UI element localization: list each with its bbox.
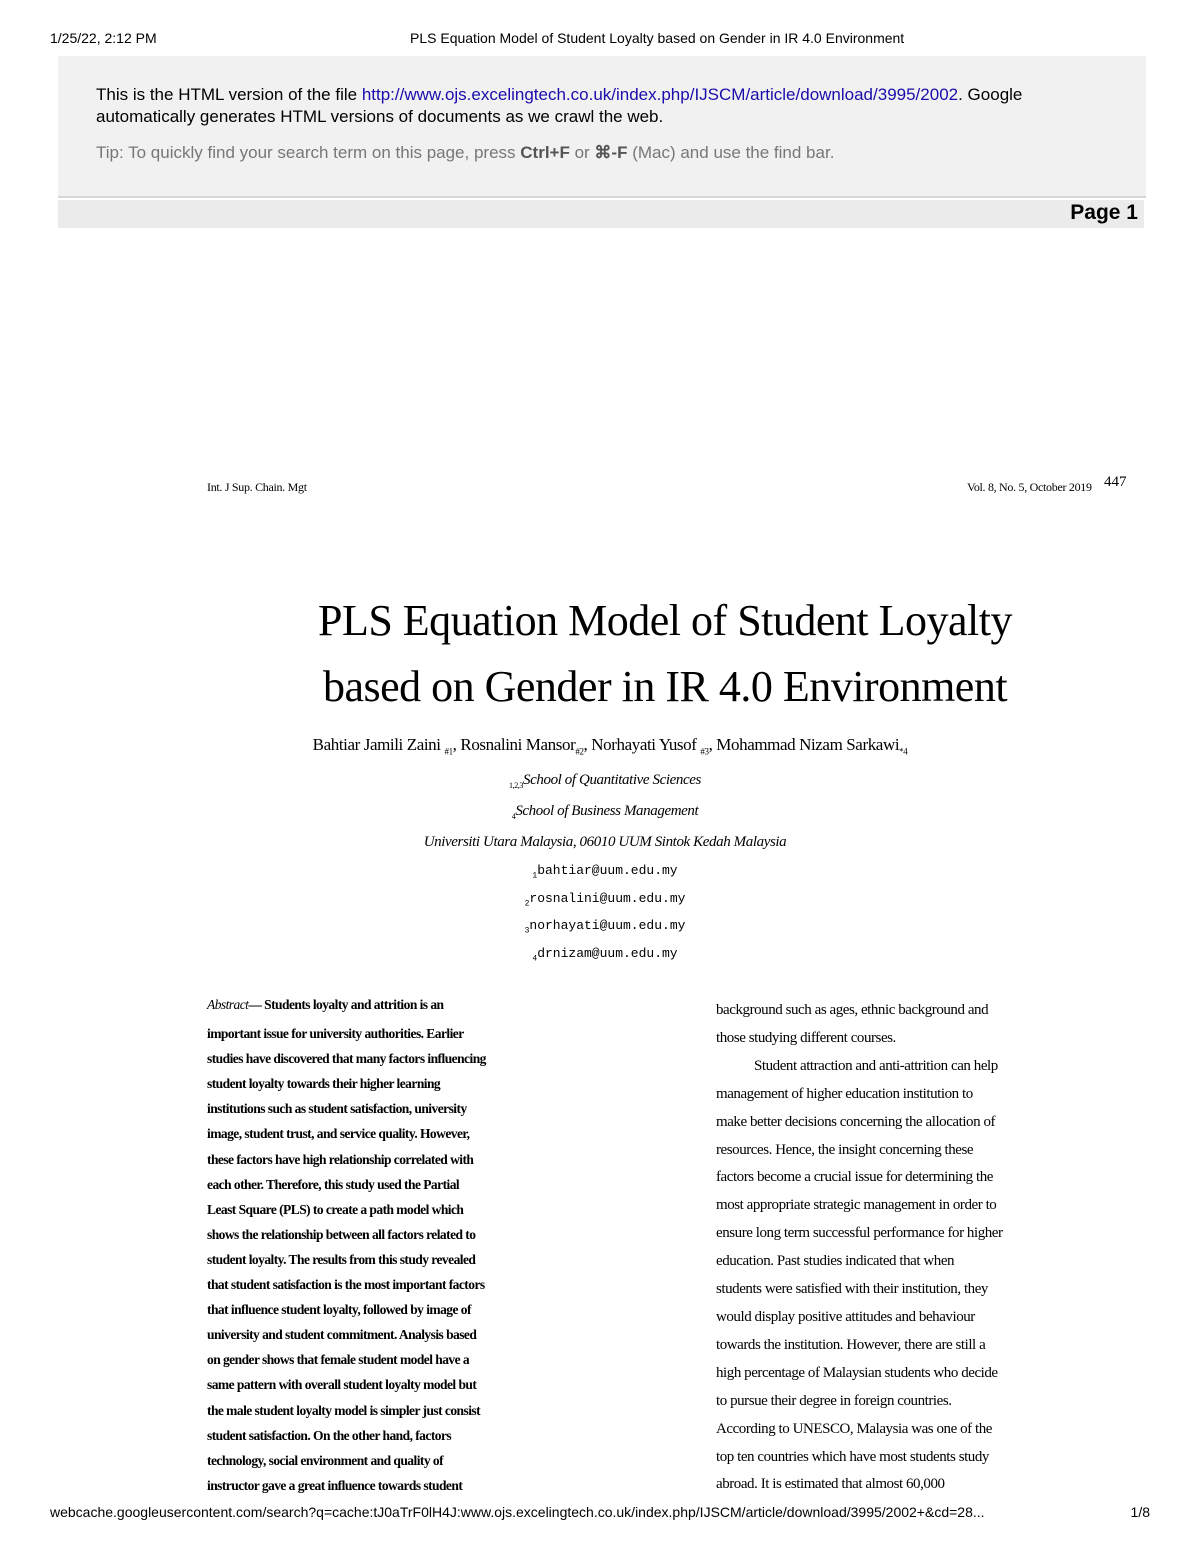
author-separator: , [452,735,461,754]
abstract-label: Abstract [207,997,249,1012]
body-line: students were satisfied with their institution, they [716,1281,988,1298]
abstract-line: Least Square (PLS) to create a path model which [207,1201,464,1217]
affiliation-line [300,803,910,821]
body-line: top ten countries which have most students study [716,1448,989,1465]
print-url: webcache.googleusercontent.com/search?q=cache:tJ0aTrF0lH4J:www.ojs.excelingtech.co.uk/index.php/IJSCM/article/download/3995/2002+&cd=28... [50,1504,985,1520]
abstract-line: each other. Therefore, this study used the Partial [207,1176,460,1192]
email-line [350,891,860,909]
body-line: management of higher education institution to [716,1085,973,1102]
author-mark: *4 [899,746,908,757]
author-separator: , [583,735,592,754]
body-line: make better decisions concerning the allocation of [716,1113,996,1130]
author-name: Norhayati Yusof [591,735,697,754]
email-address: rosnalini@uum.edu.my [529,891,686,906]
print-header [50,30,1150,50]
email-mark: 3 [524,926,530,936]
email-line [350,946,860,964]
author-mark: #2 [575,746,584,757]
email-address: drnizam@uum.edu.my [537,946,678,961]
paper-title [200,588,1130,720]
page-bar [58,200,1144,228]
abstract-text: Students loyalty and attrition is an [264,997,444,1012]
author-mark: #1 [444,746,453,757]
email-mark: 4 [532,954,538,964]
journal-page-number: 447 [1104,474,1127,490]
abstract-dash: — [248,997,265,1012]
abstract-line: the male student loyalty model is simpler just consist [207,1402,481,1418]
body-line: those studying different courses. [716,1029,896,1046]
affiliation-mark: 1,2,3 [509,781,524,790]
abstract-line: studies have discovered that many factors influencing [207,1051,486,1067]
abstract-line: shows the relationship between all factors related to [207,1226,476,1242]
affiliation-mark: 4 [511,812,516,821]
body-line: factors become a crucial issue for determining the [716,1169,993,1186]
cache-intro-text: This is the HTML version of the file [96,85,362,104]
tip-key-ctrl-f: Ctrl+F [520,143,570,162]
affiliation-line [300,772,910,790]
affiliation-text: Universiti Utara Malaysia, 06010 UUM Sintok Kedah Malaysia [423,834,787,850]
author-list [150,735,1070,756]
abstract-line: that student satisfaction is the most important factors [207,1277,485,1293]
abstract-line: on gender shows that female student model have a [207,1352,470,1368]
body-column [716,997,1076,1499]
abstract-line: image, student trust, and service quality. However, [207,1126,470,1142]
body-line: would display positive attitudes and behaviour [716,1308,975,1325]
tip-or: or [569,143,595,162]
source-file-link[interactable]: http://www.ojs.excelingtech.co.uk/index.php/IJSCM/article/download/3995/2002 [361,85,959,104]
author-mark: #3 [700,746,709,757]
author-separator: , [708,735,717,754]
email-address: bahtiar@uum.edu.my [537,863,678,878]
affiliation-text: School of Business Management [515,803,699,819]
body-line: resources. Hence, the insight concerning these [716,1141,974,1158]
running-head-journal: Int. J Sup. Chain. Mgt [207,480,307,494]
running-head-volume: Vol. 8, No. 5, October 2019 [967,480,1092,494]
paper-title-line-1: PLS Equation Model of Student Loyalty [317,596,1012,645]
body-line: towards the institution. However, there are still a [716,1336,986,1353]
print-datetime: 1/25/22, 2:12 PM [50,30,157,46]
print-page-title: PLS Equation Model of Student Loyalty based on Gender in IR 4.0 Environment [410,30,905,46]
tip-suffix: (Mac) and use the find bar. [627,143,835,162]
body-line: ensure long term successful performance for higher [716,1225,1003,1242]
email-line [350,918,860,936]
cache-banner-tip [96,142,834,164]
abstract-line: university and student commitment. Analysis based [207,1327,477,1343]
abstract-line: instructor gave a great influence towards student [207,1477,463,1493]
email-line [350,863,860,881]
body-line: According to UNESCO, Malaysia was one of the [716,1420,992,1437]
email-mark: 1 [532,871,538,881]
affiliation-line [300,834,910,851]
abstract-line: important issue for university authorities. Earlier [207,1026,464,1042]
abstract-line: student loyalty towards their higher learning [207,1076,441,1092]
cache-banner-notice [96,84,1106,128]
author-name: Bahtiar Jamili Zaini [312,735,441,754]
abstract-line: institutions such as student satisfaction, university [207,1101,467,1117]
abstract-line: these factors have high relationship correlated with [207,1151,474,1167]
paper-title-line-2: based on Gender in IR 4.0 Environment [322,662,1008,711]
abstract-line: same pattern with overall student loyalty model but [207,1377,477,1393]
page-label: Page 1 [1070,201,1138,224]
body-line: high percentage of Malaysian students who decide [716,1364,998,1381]
body-line: background such as ages, ethnic background and [716,1002,989,1018]
affiliation-text: School of Quantitative Sciences [523,772,701,788]
body-line: abroad. It is estimated that almost 60,000 [716,1476,945,1493]
abstract-line: technology, social environment and quality of [207,1452,444,1468]
author-name: Rosnalini Mansor [460,735,576,754]
tip-prefix: Tip: To quickly find your search term on this page, press [96,143,521,162]
email-address: norhayati@uum.edu.my [529,918,686,933]
body-line: Student attraction and anti-attrition can help [754,1057,998,1074]
body-line: education. Past studies indicated that when [716,1253,955,1270]
body-line: to pursue their degree in foreign countries. [716,1392,952,1409]
cache-banner [58,56,1146,198]
print-footer [50,1504,1150,1524]
abstract-column [207,992,567,1498]
tip-key-cmd-f: ⌘-F [594,143,628,162]
abstract-line: student loyalty. The results from this study revealed [207,1251,476,1267]
abstract-line: student satisfaction. On the other hand, factors [207,1427,452,1443]
abstract-line: that influence student loyalty, followed by image of [207,1302,471,1318]
print-page-count: 1/8 [1130,1504,1150,1520]
author-name: Mohammad Nizam Sarkawi [716,735,900,754]
email-mark: 2 [524,899,530,909]
body-line: most appropriate strategic management in order to [716,1197,997,1214]
cache-outro-text: . Google automatically generates HTML versions of documents as we crawl the web. [96,85,1023,126]
abstract-line [207,992,567,1017]
